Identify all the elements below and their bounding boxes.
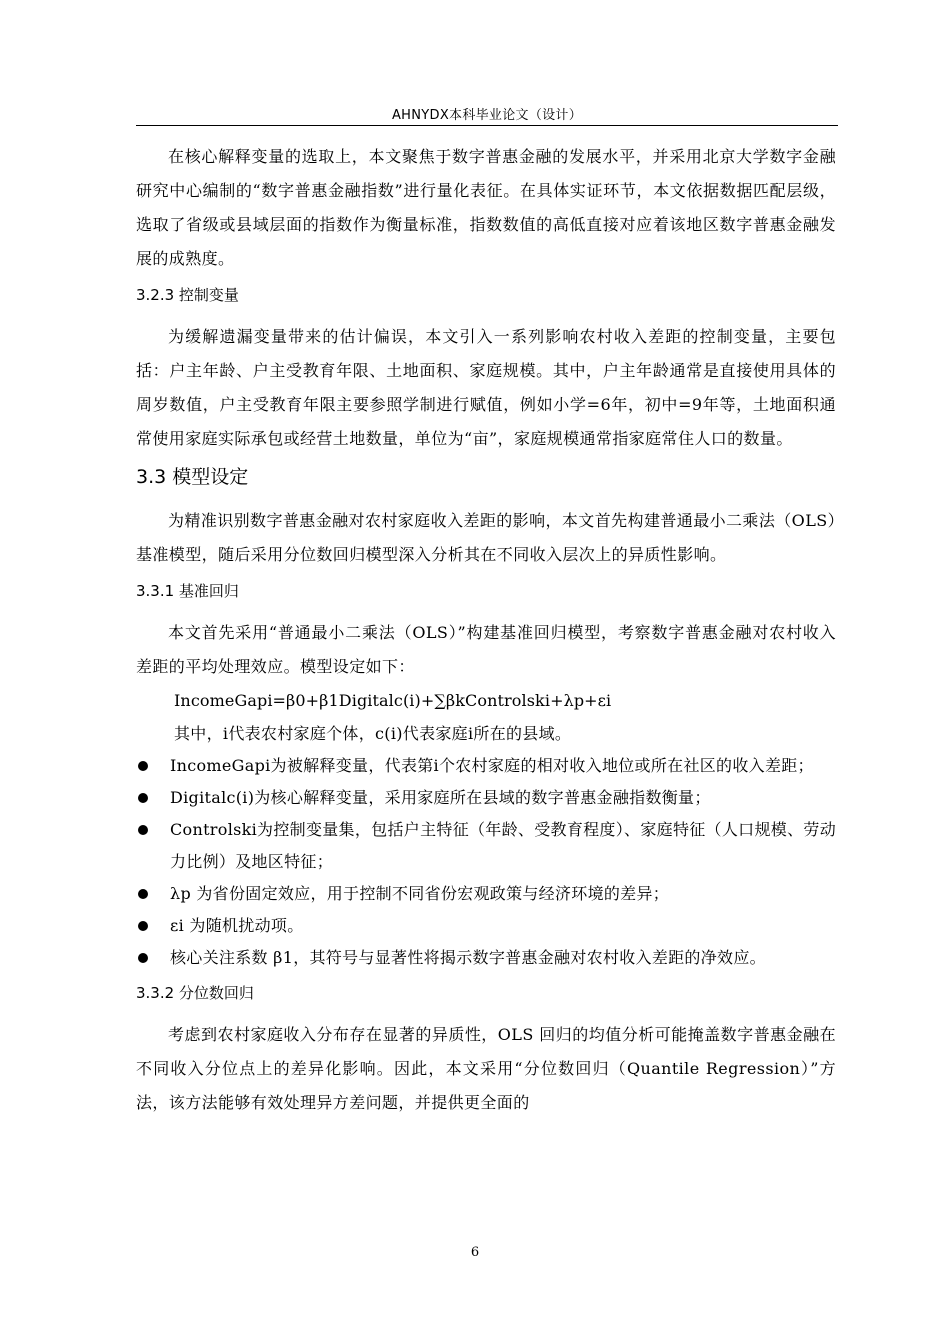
formula-where: 其中，i代表农村家庭个体，c(i)代表家庭i所在的县域。 (174, 724, 572, 743)
list-item: IncomeGapi为被解释变量，代表第i个农村家庭的相对收入地位或所在社区的收入差距； (136, 750, 836, 782)
paragraph-control-variables: 为缓解遗漏变量带来的估计偏误，本文引入一系列影响农村收入差距的控制变量，主要包括：户主年龄、户主受教育年限、土地面积、家庭规模。其中，户主年龄通常是直接使用具体的周岁数值，户主受教育年限主要参照学制进行赋值，例如小学=6年，初中=9年等，土地面积通常使用家庭实际承包或经营土地数量，单位为“亩”，家庭规模通常指家庭常住人口的数量。 (136, 327, 836, 448)
running-header: AHNYDX本科毕业论文（设计） (391, 108, 583, 123)
page-number: 6 (470, 1245, 480, 1260)
paragraph-core-variable: 在核心解释变量的选取上，本文聚焦于数字普惠金融的发展水平，并采用北京大学数字金融研究中心编制的“数字普惠金融指数”进行量化表征。在具体实证环节，本文依据数据匹配层级，选取了省级或县域层面的指数作为衡量标准，指数数值的高低直接对应着该地区数字普惠金融发展的成熟度。 (136, 147, 836, 268)
bullet-icon (138, 825, 148, 835)
paragraph-baseline: 本文首先采用“普通最小二乘法（OLS）”构建基准回归模型，考察数字普惠金融对农村收入差距的平均处理效应。模型设定如下： (136, 623, 836, 676)
list-item: εi 为随机扰动项。 (136, 910, 836, 942)
bullet-icon (138, 761, 148, 771)
list-item: 核心关注系数 β1，其符号与显著性将揭示数字普惠金融对农村收入差距的净效应。 (136, 942, 836, 974)
header-rule (136, 125, 838, 126)
paragraph-model-intro: 为精准识别数字普惠金融对农村家庭收入差距的影响，本文首先构建普通最小二乘法（OLS）基准模型，随后采用分位数回归模型深入分析其在不同收入层次上的异质性影响。 (136, 511, 836, 564)
bullet-icon (138, 889, 148, 899)
list-item: Controlski为控制变量集，包括户主特征（年龄、受教育程度）、家庭特征（人口规模、劳动力比例）及地区特征； (136, 814, 836, 878)
variable-list (136, 750, 836, 974)
regression-formula: IncomeGapi=β0+β1Digitalc(i)+∑βkControlski+λp+εi (174, 691, 612, 710)
bullet-icon (138, 793, 148, 803)
heading-3-3: 3.3 模型设定 (136, 466, 249, 488)
list-item: λp 为省份固定效应，用于控制不同省份宏观政策与经济环境的差异； (136, 878, 836, 910)
heading-3-3-2: 3.3.2 分位数回归 (136, 984, 254, 1002)
bullet-icon (138, 953, 148, 963)
page-body (136, 140, 836, 1120)
heading-3-2-3: 3.2.3 控制变量 (136, 286, 239, 304)
bullet-icon (138, 921, 148, 931)
list-item: Digitalc(i)为核心解释变量，采用家庭所在县域的数字普惠金融指数衡量； (136, 782, 836, 814)
heading-3-3-1: 3.3.1 基准回归 (136, 582, 239, 600)
paragraph-quantile: 考虑到农村家庭收入分布存在显著的异质性，OLS 回归的均值分析可能掩盖数字普惠金融在不同收入分位点上的差异化影响。因此，本文采用“分位数回归（Quantile Regression）”方法，该方法能够有效处理异方差问题，并提供更全面的 (136, 1025, 836, 1112)
